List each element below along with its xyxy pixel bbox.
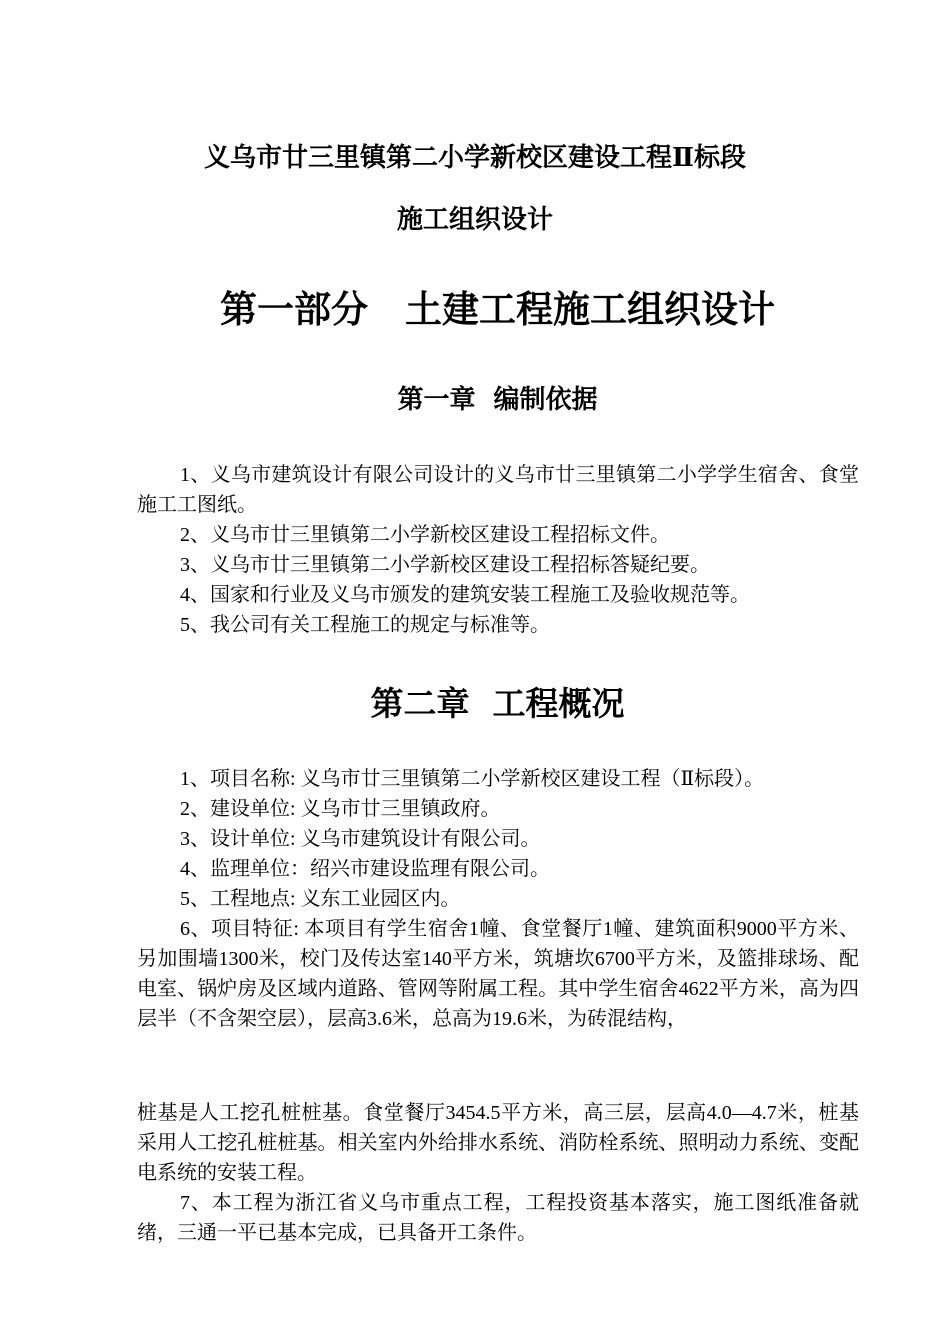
chapter1-item: 1、义乌市建筑设计有限公司设计的义乌市廿三里镇第二小学学生宿舍、食堂施工工图纸。 bbox=[137, 464, 859, 516]
chapter2-item: 6、项目特征: 本项目有学生宿舍1幢、食堂餐厅1幢、建筑面积9000平方米、另加围墙1300米，校门及传达室140平方米，筑塘坎6700平方米，及篮排球场、配电室、锅炉房及区域内道路、管网等附属工程。其中学生宿舍4622平方米，高为四层半（不含架空层），层高3.6米，总高为19.6米，为砖混结构， bbox=[137, 918, 859, 1030]
chapter1-item: 5、我公司有关工程施工的规定与标准等。 bbox=[180, 614, 550, 636]
chapter2-title: 第二章 工程概况 bbox=[370, 684, 625, 723]
chapter1-list bbox=[137, 460, 859, 640]
chapter2-item: 2、建设单位: 义乌市廿三里镇政府。 bbox=[180, 798, 501, 820]
document-title-line1: 义乌市廿三里镇第二小学新校区建设工程Ⅱ标段 bbox=[204, 143, 746, 173]
chapter2-item: 5、工程地点: 义东工业园区内。 bbox=[180, 888, 461, 910]
chapter1-title: 第一章 编制依据 bbox=[397, 385, 598, 415]
document-title-line2: 施工组织设计 bbox=[396, 205, 553, 235]
chapter2-item: 3、设计单位: 义乌市建筑设计有限公司。 bbox=[180, 828, 541, 850]
chapter2-item: 4、监理单位：绍兴市建设监理有限公司。 bbox=[180, 858, 550, 880]
chapter2-list bbox=[137, 764, 859, 1034]
part-title: 第一部分 土建工程施工组织设计 bbox=[220, 288, 775, 331]
chapter2-item: 1、项目名称: 义乌市廿三里镇第二小学新校区建设工程（Ⅱ标段）。 bbox=[180, 768, 765, 790]
chapter1-item: 3、义乌市廿三里镇第二小学新校区建设工程招标答疑纪要。 bbox=[180, 554, 710, 576]
chapter1-item: 4、国家和行业及义乌市颁发的建筑安装工程施工及验收规范等。 bbox=[180, 584, 750, 606]
chapter2-continuation: 桩基是人工挖孔桩桩基。食堂餐厅3454.5平方米，高三层，层高4.0—4.7米，桩基采用人工挖孔桩桩基。相关室内外给排水系统、消防栓系统、照明动力系统、变配电系统的安装工程。 bbox=[137, 1102, 859, 1184]
chapter1-item: 2、义乌市廿三里镇第二小学新校区建设工程招标文件。 bbox=[180, 524, 670, 546]
chapter2-continuation-block bbox=[137, 1098, 859, 1248]
chapter2-item: 7、本工程为浙江省义乌市重点工程，工程投资基本落实，施工图纸准备就绪，三通一平已基本完成，已具备开工条件。 bbox=[137, 1192, 859, 1244]
